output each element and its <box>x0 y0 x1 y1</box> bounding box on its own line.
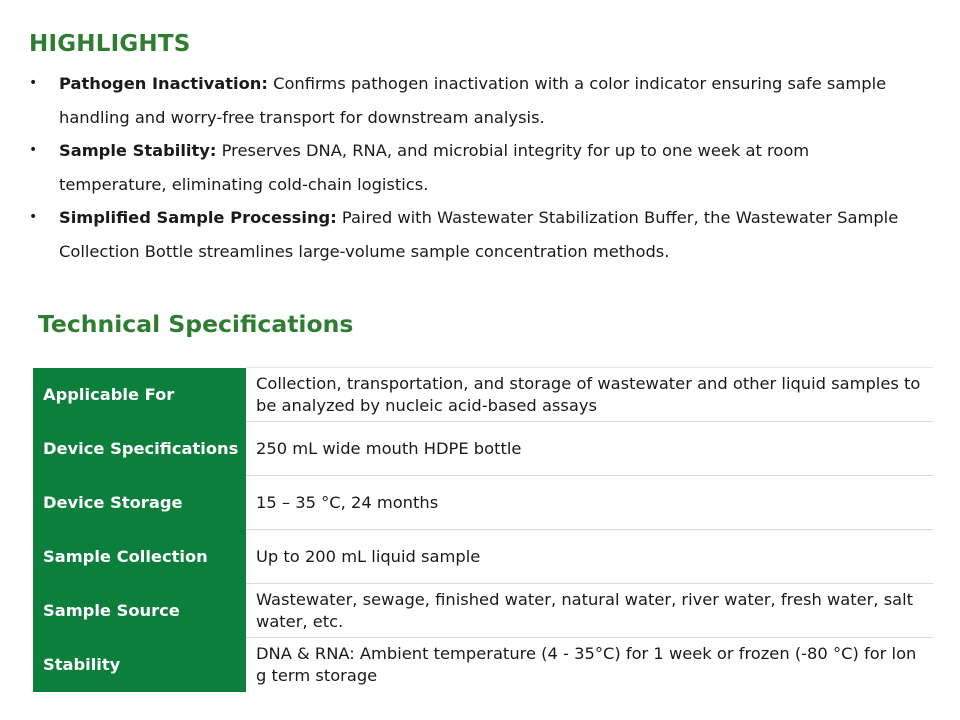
highlights-list <box>0 67 960 268</box>
bullet-icon: • <box>29 209 38 225</box>
spec-label-device-specifications: Device Specifications <box>33 422 246 476</box>
spec-label-sample-collection: Sample Collection <box>33 530 246 584</box>
spec-label-device-storage: Device Storage <box>33 476 246 530</box>
spec-label-stability: Stability <box>33 638 246 692</box>
table-row <box>33 368 933 422</box>
highlight-text: Confirms pathogen inactivation with a color indicator ensuring safe sample handling and worry-free transport for downstream analysis. <box>59 74 887 127</box>
highlight-item-pathogen-inactivation <box>0 67 960 134</box>
highlight-item-simplified-processing <box>0 201 960 268</box>
spec-value-device-storage: 15 – 35 °C, 24 months <box>246 476 933 530</box>
highlight-label: Sample Stability: <box>59 141 217 160</box>
spec-value-device-specifications: 250 mL wide mouth HDPE bottle <box>246 422 933 476</box>
highlight-label: Pathogen Inactivation: <box>59 74 268 93</box>
highlight-label: Simplified Sample Processing: <box>59 208 337 227</box>
highlight-text: Paired with Wastewater Stabilization Buffer, the Wastewater Sample Collection Bottle streamlines large-volume sample concentration methods. <box>59 208 899 261</box>
spec-value-stability: DNA & RNA: Ambient temperature (4 - 35°C) for 1 week or frozen (-80 °C) for long term storage <box>246 638 933 692</box>
table-row <box>33 584 933 638</box>
spec-label-applicable-for: Applicable For <box>33 368 246 422</box>
table-row <box>33 422 933 476</box>
highlight-text: Preserves DNA, RNA, and microbial integrity for up to one week at room temperature, eliminating cold-chain logistics. <box>59 141 810 194</box>
table-row <box>33 476 933 530</box>
table-row <box>33 638 933 692</box>
spec-value-sample-collection: Up to 200 mL liquid sample <box>246 530 933 584</box>
highlight-item-sample-stability <box>0 134 960 201</box>
spec-value-applicable-for: Collection, transportation, and storage of wastewater and other liquid samples to be analyzed by nucleic acid-based assays <box>246 368 933 422</box>
table-row <box>33 530 933 584</box>
spec-label-sample-source: Sample Source <box>33 584 246 638</box>
specs-table <box>33 367 933 692</box>
bullet-icon: • <box>29 75 38 91</box>
specs-heading: Technical Specifications <box>38 310 354 338</box>
spec-value-sample-source: Wastewater, sewage, finished water, natural water, river water, fresh water, salt water, etc. <box>246 584 933 638</box>
highlights-heading: HIGHLIGHTS <box>29 31 191 57</box>
bullet-icon: • <box>29 142 38 158</box>
